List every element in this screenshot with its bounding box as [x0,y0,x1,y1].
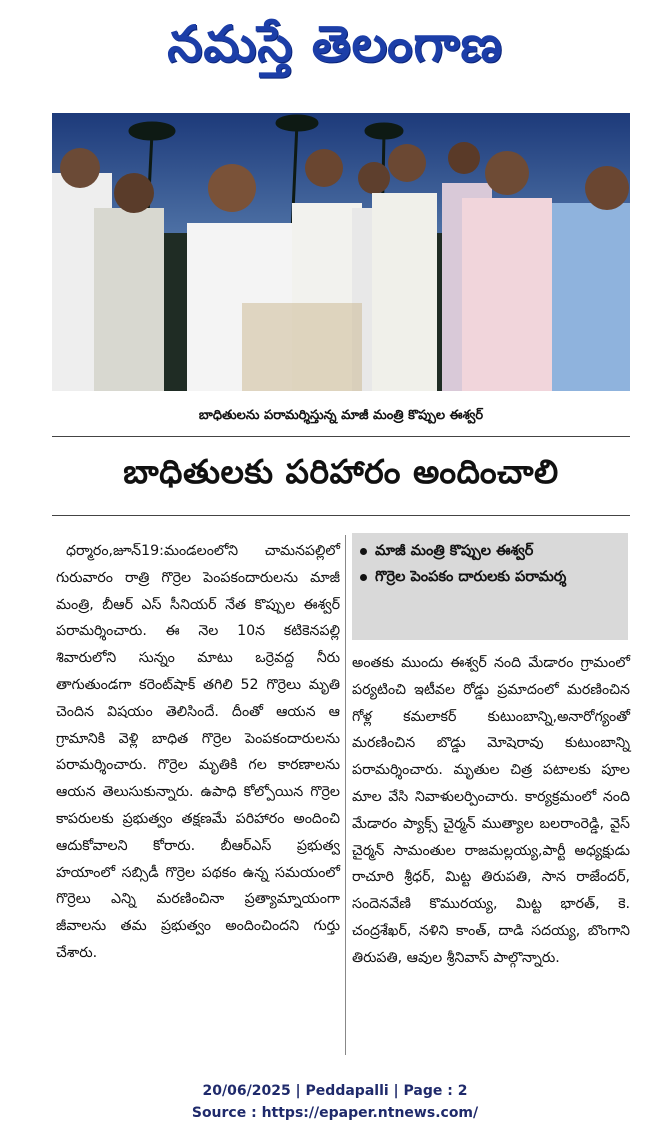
article-text-right: అంతకు ముందు ఈశ్వర్ నంది మేడారం గ్రామంలో పర్యటించి ఇటీవల రోడ్డు ప్రమాదంలో మరణించిన గోళ్ల కమలాకర్ కుటుంబాన్ని,అనారోగ్యంతో మరణించిన బొడ్డు మోషెరావు కుటుంబాన్ని పరామర్శించారు. మృతుల చిత్ర పటాలకు పూల మాల వేసి నివాళులర్పించారు. కార్యక్రమంలో నంది మేడారం ప్యాక్స్ చైర్మన్ ముత్యాల బలరాంరెడ్డి, వైస్ చైర్మన్ సామంతుల రాజమల్లయ్య,పార్టీ అధ్యక్షుడు రాచూరి శ్రీధర్, మిట్ట తిరుపతి, సాన రాజేందర్, సందెనవేణి కొమురయ్య, మిట్ట భారత్, కె. చంద్రశేఖర్, నళిని కాంత్, దాడి సదయ్య, బొంగాని తిరుపతి, ఆవుల శ్రీనివాస్ పాల్గొన్నారు. [352,655,630,966]
column-divider [345,535,346,1055]
source-link[interactable]: Source : https://epaper.ntnews.com/ [191,1105,479,1121]
bullet-icon [360,548,367,555]
highlight-text: గొర్రెల పెంపకం దారులకు పరామర్శ [375,569,567,585]
photo-illustration [52,113,630,391]
highlight-item [360,565,620,589]
news-photo [52,113,630,391]
article-body-right [352,650,630,972]
highlight-item [360,539,620,563]
divider [52,515,630,516]
photo-caption: బాధితులను పరామర్శిస్తున్న మాజీ మంత్రి కొప్పుల ఈశ్వర్ [198,408,484,423]
article-headline: బాధితులకు పరిహారం అందించాలి [123,452,559,491]
article-text-left: ధర్మారం,జూన్19:మండలంలోని చామనపల్లిలో గురువారం రాత్రి గొర్రెల పెంపకందారులను మాజీ మంత్రి, బీఆర్ ఎస్ సీనియర్ నేత కొప్పుల ఈశ్వర్ పరామర్శించారు. ఈ నెల 10న కటికెనపల్లి శివారులోని సున్నం మాటు ఒర్రెవద్ద నీరు తాగుతుండగా కరెంట్‌షాక్ తగిలి 52 గొర్రెలు మృతి చెందిన విషయం తెలిసిందే. దీంతో ఆయన ఆ గ్రామానికి వెళ్లి బాధిత గొర్రెల పెంపకందారులను పరామర్శించారు. గొర్రెల మృతికి గల కారణాలను ఆయన తెలుసుకున్నారు. ఉపాధి కోల్పోయిన గొర్రెల కాపరులకు ప్రభుత్వం తక్షణమే పరిహారం అందించి ఆదుకోవాలని కోరారు. బీఆర్‌ఎస్ ప్రభుత్వ హయాంలో సబ్సిడీ గొర్రెల పథకం ఉన్న సమయంలో గొర్రెలు ఎన్ని మరణించినా ప్రత్యామ్నాయంగా జీవాలను తమ ప్రభుత్వం అందించిందని గుర్తు చేశారు. [56,543,340,961]
masthead [0,0,670,100]
newspaper-title: నమస్తే తెలంగాణ [167,14,503,73]
highlight-text: మాజీ మంత్రి కొప్పుల ఈశ్వర్ [375,543,534,559]
page-footer [0,1080,670,1124]
highlights-box [352,533,628,640]
edition-info: 20/06/2025 | Peddapalli | Page : 2 [202,1083,468,1099]
article-body-left [56,538,340,967]
divider [52,436,630,437]
bullet-icon [360,574,367,581]
